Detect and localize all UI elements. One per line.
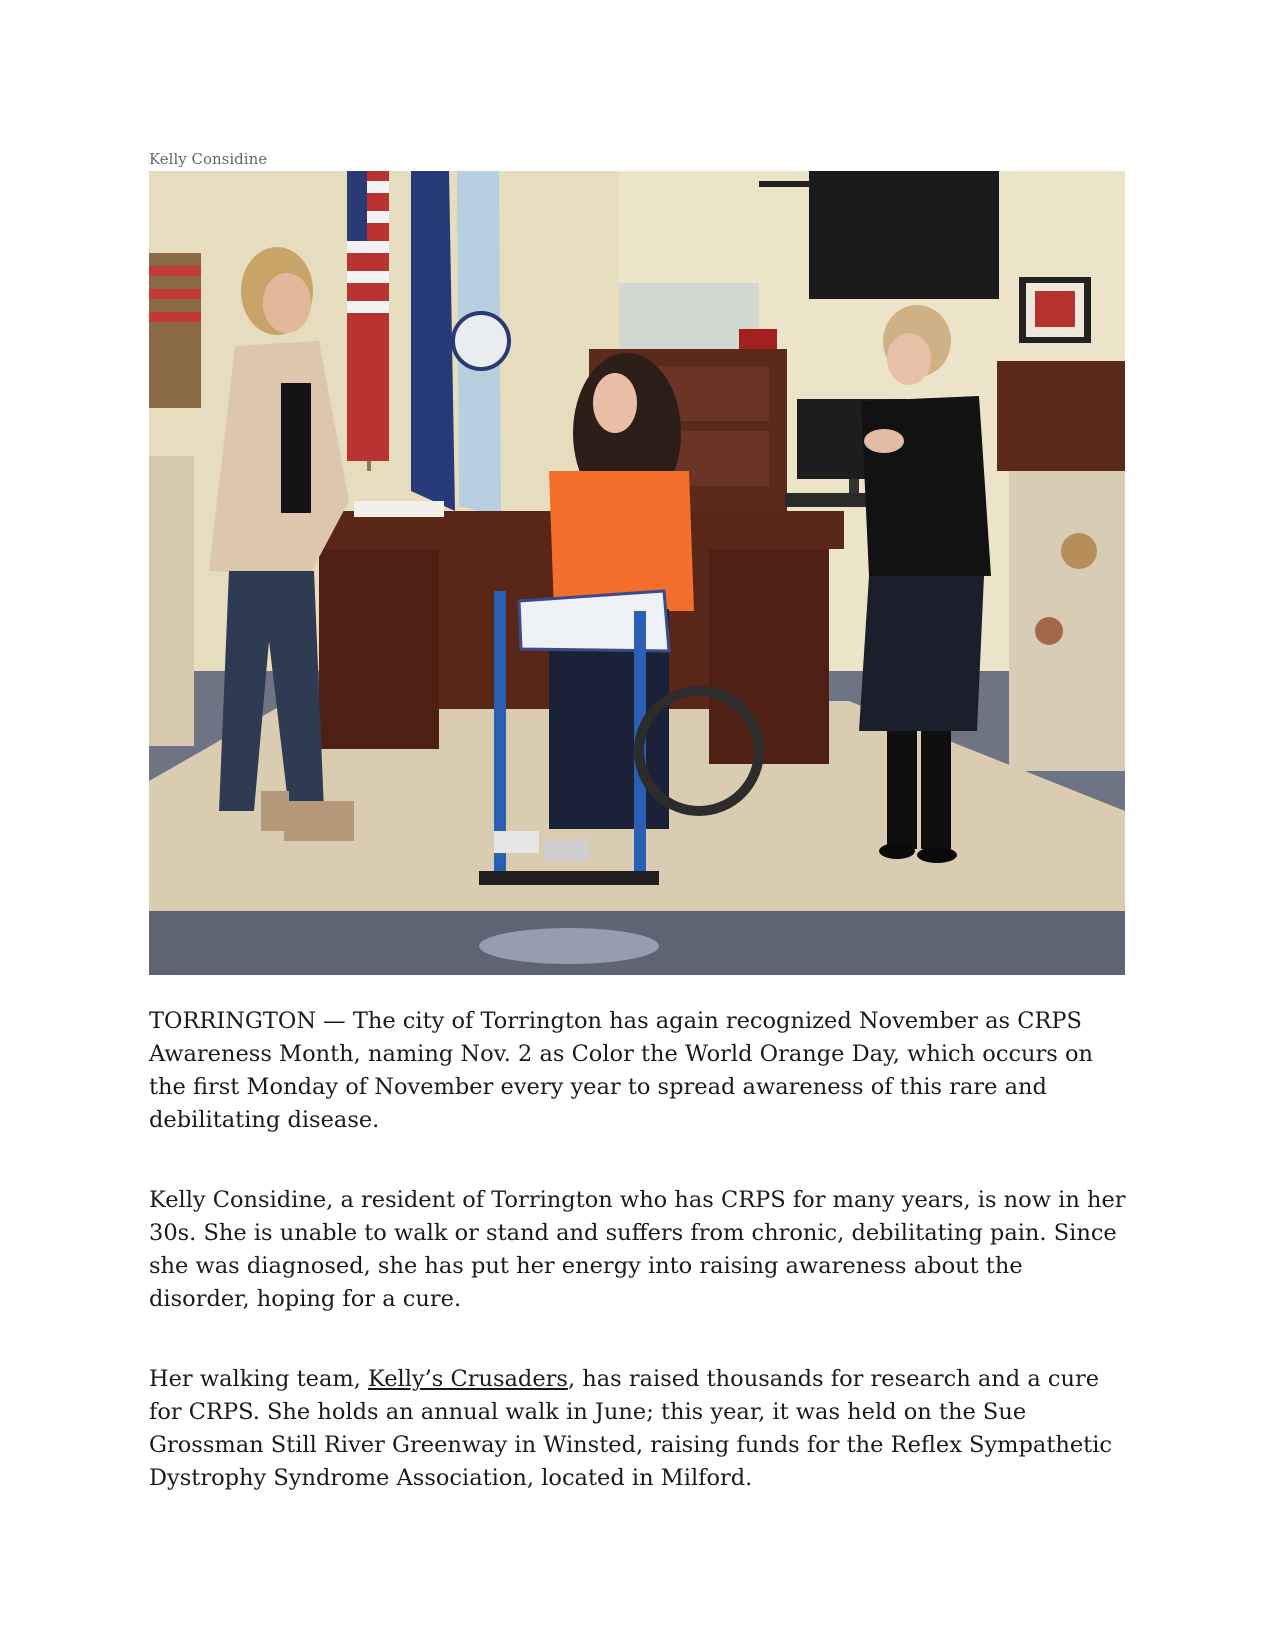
article-paragraph-1: TORRINGTON — The city of Torrington has again recognized November as CRPS Awareness Month, naming Nov. 2 as Color the World Orange Day, which occurs on the first Monday of November every year to spread awareness of this rare and debilitating disease. [149, 1008, 1094, 1133]
article-paragraph-3 [149, 1363, 1129, 1495]
article-photo [149, 171, 1125, 975]
paragraph-3-rest: , has raised thousands for research and a cure for CRPS. She holds an annual walk in June; this year, it was held on the Sue Grossman Still River Greenway in Winsted, raising funds for the Reflex Sympathetic Dystrophy Syndrome Association, located in Milford. [149, 1366, 1113, 1491]
paragraph-3-lead: Her walking team, [149, 1366, 369, 1392]
kellys-crusaders-link[interactable]: Kelly’s Crusaders [368, 1366, 568, 1392]
photo-credit: Kelly Considine [149, 150, 268, 168]
article-paragraph-2: Kelly Considine, a resident of Torrington who has CRPS for many years, is now in her 30s. She is unable to walk or stand and suffers from chronic, debilitating pain. Since she was diagnosed, she has put her energy into raising awareness about the disorder, hoping for a cure. [149, 1187, 1126, 1312]
